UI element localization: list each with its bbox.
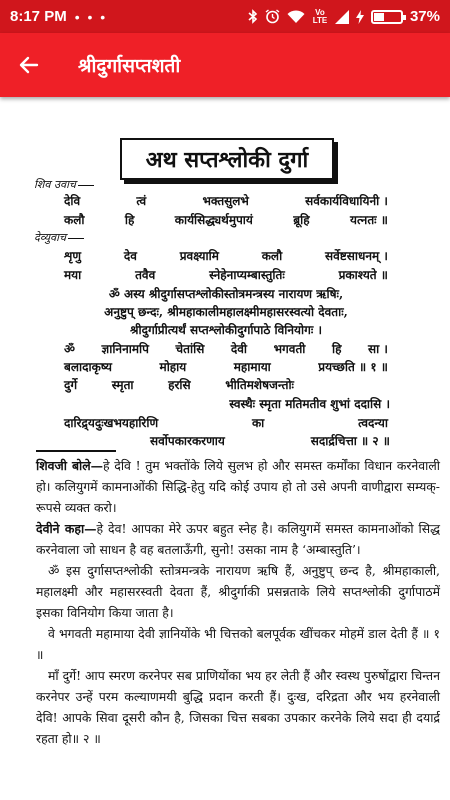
verse-word: का <box>251 416 265 430</box>
speaker-shiva-text: शिव उवाच <box>34 178 76 191</box>
verse-word: दुर्गे <box>64 378 78 392</box>
verse-word: स्नेहेनाप्यम्बास्तुतिः <box>209 268 285 282</box>
verse-line <box>64 414 388 431</box>
verse-word: बलादाकृष्य <box>64 360 113 374</box>
translation-paragraph <box>36 518 440 560</box>
status-time: 8:17 PM <box>10 8 67 25</box>
verse-word: कार्यसिद्ध्यर्थमुपायं <box>174 213 253 227</box>
section-divider <box>36 450 116 452</box>
verse-word: हि <box>331 342 342 356</box>
status-icons <box>248 8 440 25</box>
verse-word: ज्ञानिनामपि <box>101 342 149 356</box>
verse-line <box>64 211 388 228</box>
verse-word: हि <box>124 213 135 227</box>
verse-word: सर्वेष्टसाधनम् । <box>325 249 388 263</box>
scripture-page[interactable] <box>0 97 450 800</box>
verse-word: प्रवक्ष्यामि <box>179 249 219 263</box>
page-heading <box>120 138 334 180</box>
verse-word: हरसि <box>168 378 191 392</box>
verse-word: त्वं <box>136 194 147 208</box>
verse-word: त्वदन्या <box>358 416 388 430</box>
verse-word: ब्रूहि <box>293 213 310 227</box>
back-button[interactable] <box>0 33 58 97</box>
battery-icon <box>371 10 403 24</box>
verse-line <box>64 340 388 357</box>
verse-word: भीतिमशेषजन्तोः <box>225 378 294 392</box>
verse-word: कलौ <box>64 213 85 227</box>
charging-icon <box>356 10 364 24</box>
paragraph-text: ॐ इस दुर्गासप्तश्लोकी स्तोत्रमन्त्रके नारायण ऋषि हैं, अनुष्टुप् छन्द है, श्रीमहाकाली, महालक्ष्मी और महासरस्वती देवता हैं, श्रीदुर्गाकी प्रसन्नताके लिये सप्तश्लोकी दुर्गापाठमें इसका विनियोग किया जाता है। <box>36 563 440 620</box>
verse-word: स्मृता <box>111 378 134 392</box>
wifi-icon <box>287 10 305 24</box>
paragraph-text: हे देव! आपका मेरे ऊपर बहुत स्नेह है। कलियुगमें समस्त कामनाओंको सिद्ध करनेवाला जो साधन है वह बतलाऊँगी, सुनो! उसका नाम है ‘अम्बास्तुति’। <box>36 521 440 557</box>
verse-word: यत्नतः ॥ <box>350 213 388 227</box>
paragraph-text: हे देवि ! तुम भक्तोंके लिये सुलभ हो और समस्त कर्मोंका विधान करनेवाली हो। कलियुगमें कामनाओंकी सिद्धि-हेतु यदि कोई उपाय हो तो उसे अपनी वाणीद्वारा सम्यक्-रूपसे व्यक्त करो। <box>36 458 440 515</box>
verse-word: चेतांसि <box>175 342 205 356</box>
viniyoga-line: अनुष्टुप् छन्दः, श्रीमहाकालीमहालक्ष्मीमहासरस्वत्यो देवताः, <box>104 305 348 319</box>
verse-word: सर्वोपकारकरणाय <box>150 434 225 448</box>
paragraph-text: माँ दुर्गे! आप स्मरण करनेपर सब प्राणियोंका भय हर लेती हैं और स्वस्थ पुरुषोंद्वारा चिन्तन करनेपर उन्हें परम कल्याणमयी बुद्धि प्रदान करती हैं। दुःख, दरिद्रता और भय हरनेवाली देवि! आपके सिवा दूसरी कौन है, जिसका चित्त सबका उपकार करनेके लिये सदा ही दयार्द्र रहता हो॥ २ ॥ <box>36 668 440 746</box>
translation-block <box>36 455 440 749</box>
verse-word: कलौ <box>261 249 283 263</box>
app-title: श्रीदुर्गासप्तशती <box>78 55 181 77</box>
status-bar <box>0 0 450 33</box>
paragraph-lead: देवीने कहा— <box>36 521 97 536</box>
viniyoga-line: श्रीदुर्गाप्रीत्यर्थं सप्तश्लोकीदुर्गापाठे विनियोगः । <box>129 323 323 337</box>
verse-word: ॐ <box>64 342 75 356</box>
verse-line: स्वस्थैः स्मृता मतिमतीव शुभां ददासि । <box>229 397 390 411</box>
bluetooth-icon <box>248 9 258 24</box>
verse-word: भगवती <box>273 342 306 356</box>
verse-word: प्रकाश्यते ॥ <box>338 268 388 282</box>
verse-word: महामाया <box>233 360 271 374</box>
translation-paragraph <box>36 623 440 665</box>
translation-paragraph <box>36 665 440 749</box>
battery-percent: 37% <box>409 8 440 25</box>
verse-word: देव <box>123 249 137 263</box>
verse-line <box>64 376 294 393</box>
speaker-devi-text: देव्युवाच <box>34 231 66 244</box>
notification-dots: • • • <box>74 8 108 25</box>
speaker-shiva <box>34 177 94 192</box>
verse-word: देवि <box>64 194 81 208</box>
verse-word: मया <box>64 268 82 282</box>
verse-word: सर्वकार्यविधायिनी । <box>305 194 388 208</box>
battery-fill <box>374 13 384 21</box>
verse-word: शृणु <box>64 249 82 263</box>
verse-word: प्रयच्छति ॥ १ ॥ <box>318 360 388 374</box>
verse-word: सदार्द्रचित्ता ॥ २ ॥ <box>310 434 390 448</box>
verse-word: दारिद्र्यदुःखभयहारिणि <box>64 416 159 430</box>
app-bar <box>0 33 450 97</box>
translation-paragraph <box>36 560 440 623</box>
verse-word: मोहाय <box>159 360 187 374</box>
speaker-devi <box>34 230 84 245</box>
verse-line <box>64 192 388 209</box>
verse-line <box>64 358 388 375</box>
signal-icon <box>335 10 349 24</box>
volte-label: Vo LTE <box>312 7 328 25</box>
verse-line <box>150 432 390 449</box>
paragraph-lead: शिवजी बोले— <box>36 458 104 473</box>
verse-line <box>64 266 388 283</box>
viniyoga-line: ॐ अस्य श्रीदुर्गासप्तश्लोकीस्तोत्रमन्त्रस्य नारायण ऋषिः, <box>108 287 344 301</box>
verse-word: भक्तसुलभे <box>202 194 249 208</box>
translation-paragraph <box>36 455 440 518</box>
verse-line <box>64 247 388 264</box>
arrow-back-icon <box>17 53 41 77</box>
verse-word: देवी <box>230 342 248 356</box>
heading-text: अथ सप्तश्लोकी दुर्गा <box>145 147 309 173</box>
verse-word: सा । <box>368 342 388 356</box>
paragraph-text: वे भगवती महामाया देवी ज्ञानियोंके भी चित्तको बलपूर्वक खींचकर मोहमें डाल देती हैं ॥ १ ॥ <box>36 626 440 662</box>
volte-indicator <box>312 9 328 25</box>
verse-word: तवैव <box>135 268 156 282</box>
alarm-icon <box>265 9 280 24</box>
